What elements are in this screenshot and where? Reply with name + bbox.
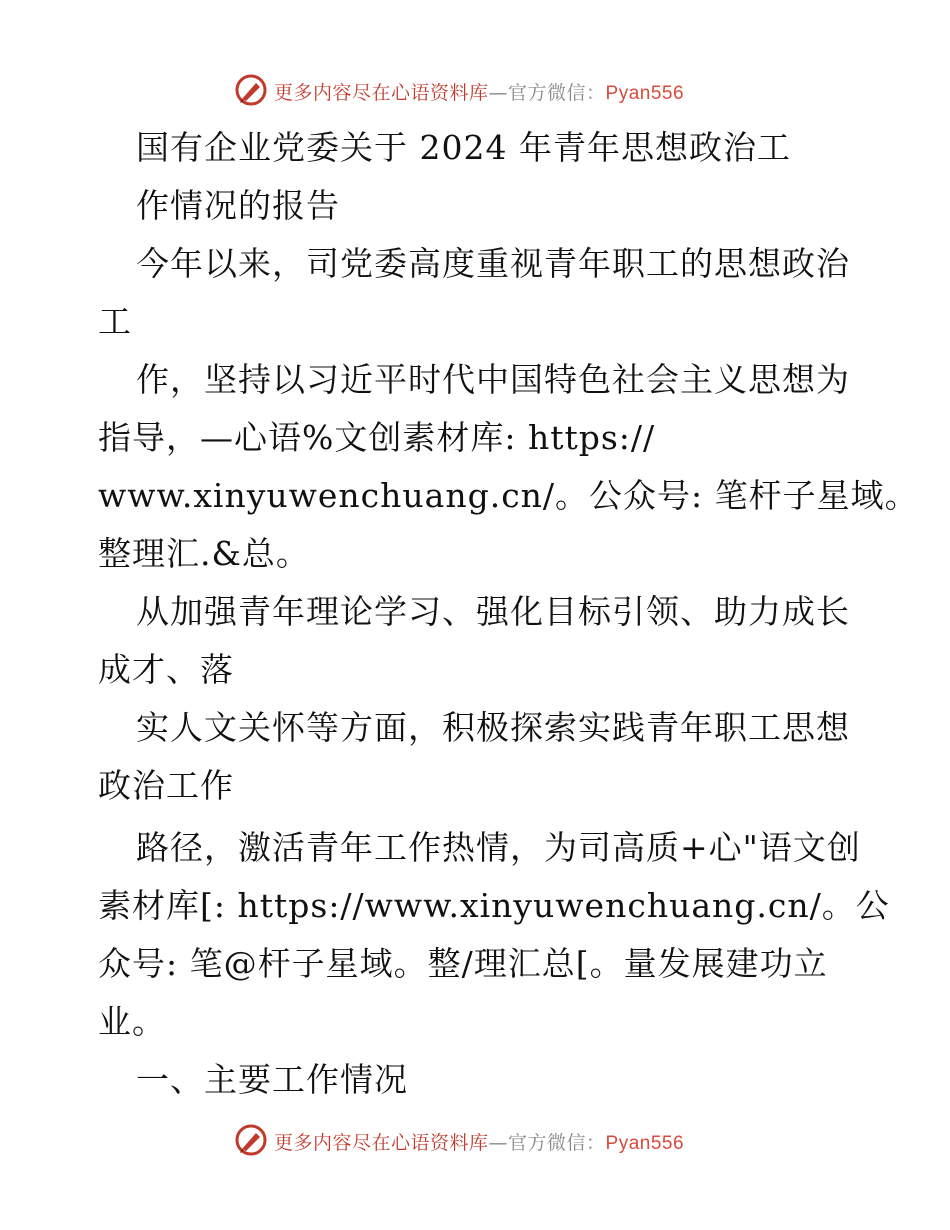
paragraph-line: 政治工作 (98, 766, 234, 805)
paragraph-line: 实人文关怀等方面，积极探索实践青年职工思想 (136, 708, 850, 747)
paragraph-line: 今年以来，司党委高度重视青年职工的思想政治 (136, 244, 850, 283)
pen-logo-icon (234, 1123, 268, 1157)
paragraph-line: www.xinyuwenchuang.cn/。公众号: 笔杆子星域。 (98, 476, 919, 515)
paragraph-line: 工 (98, 302, 132, 341)
paragraph-line: 素材库[: https://www.xinyuwenchuang.cn/。公 (98, 886, 890, 925)
doc-title-line-1: 国有企业党委关于 2024 年青年思想政治工 (136, 128, 791, 167)
paragraph-line: 成才、落 (98, 650, 234, 689)
paragraph-line: 业。 (98, 1002, 166, 1041)
section-heading: 一、主要工作情况 (136, 1060, 408, 1099)
header-banner (0, 70, 950, 110)
paragraph-line: 整理汇.&总。 (98, 534, 310, 573)
paragraph-line: 指导，—心语%文创素材库: https:// (98, 418, 656, 457)
banner-text: 更多内容尽在心语资料库—官方微信：Pyan556 (274, 1132, 685, 1154)
banner-text: 更多内容尽在心语资料库—官方微信：Pyan556 (274, 82, 685, 104)
paragraph-line: 作，坚持以习近平时代中国特色社会主义思想为 (136, 360, 850, 399)
paragraph-line: 从加强青年理论学习、强化目标引领、助力成长 (136, 592, 850, 631)
paragraph-line: 众号: 笔@杆子星域。整/理汇总[。量发展建功立 (98, 944, 828, 983)
doc-title-line-2: 作情况的报告 (136, 186, 340, 225)
footer-banner (0, 1120, 950, 1160)
pen-logo-icon (234, 73, 268, 107)
paragraph-line: 路径，激活青年工作热情，为司高质+心"语文创 (136, 828, 861, 867)
